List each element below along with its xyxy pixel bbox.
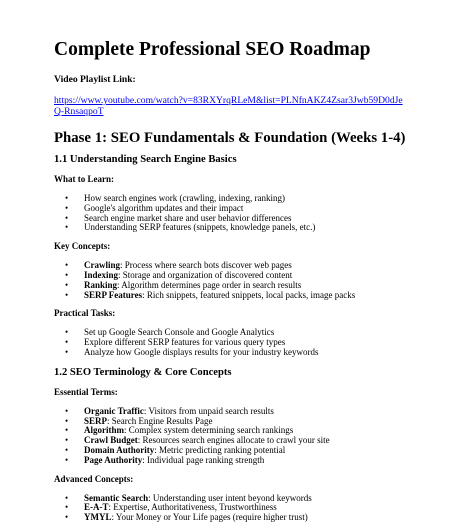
section-1-2-heading: 1.2 SEO Terminology & Core Concepts	[54, 366, 232, 378]
what-to-learn-list	[54, 194, 423, 233]
term-description: : Search Engine Results Page	[107, 415, 213, 426]
what-to-learn-label: What to Learn:	[54, 174, 114, 184]
term-description: : Your Money or Your Life pages (require higher trust)	[111, 512, 308, 523]
term-description: : Resources search engines allocate to crawl your site	[137, 435, 330, 446]
term-description: : Algorithm determines page order in search results	[117, 279, 302, 290]
advanced-concepts-label: Advanced Concepts:	[54, 473, 134, 484]
key-concepts-list	[54, 261, 423, 300]
term-description: : Storage and organization of discovered content	[118, 269, 293, 280]
term: SERP Features	[84, 289, 143, 300]
practical-tasks-label: Practical Tasks:	[54, 308, 116, 319]
term: Organic Traffic	[84, 405, 144, 416]
term: Domain Authority	[84, 444, 155, 455]
document-title: Complete Professional SEO Roadmap	[54, 39, 371, 60]
key-concepts-label: Key Concepts:	[54, 241, 111, 252]
list-item: • Analyze how Google displays results for your industry keywords	[54, 348, 423, 358]
term: Ranking	[84, 279, 118, 290]
term-description: : Expertise, Authoritativeness, Trustworthiness	[108, 502, 277, 513]
term-description: : Understanding user intent beyond keywords	[148, 492, 312, 503]
playlist-link[interactable]: https://www.youtube.com/watch?v=83RXYrqRLeM&list=PLNfnAKZ4Zsar3Jwb59D0dJeQ-RnsaqpoT	[54, 95, 403, 117]
list-item: • Set up Google Search Console and Google Analytics	[54, 328, 423, 338]
term-description: : Process where search bots discover web pages	[120, 260, 292, 271]
list-item: • Google's algorithm updates and their impact	[54, 204, 423, 214]
essential-terms-label: Essential Terms:	[54, 386, 118, 397]
term-description: : Rich snippets, featured snippets, local packs, image packs	[142, 289, 356, 300]
essential-terms-list	[54, 407, 423, 466]
term: SERP	[84, 415, 108, 426]
term: Indexing	[84, 269, 119, 280]
term-description: : Complex system determining search rankings	[124, 425, 294, 436]
practical-tasks-list	[54, 328, 423, 357]
term: Crawl Budget	[84, 435, 138, 446]
list-item: • Explore different SERP features for various query types	[54, 338, 423, 348]
phase-1-heading: Phase 1: SEO Fundamentals & Foundation (Weeks 1-4)	[54, 130, 406, 146]
section-1-1-heading: 1.1 Understanding Search Engine Basics	[54, 154, 237, 165]
term: YMYL	[84, 512, 112, 523]
list-item: • How search engines work (crawling, indexing, ranking)	[54, 194, 423, 204]
advanced-concepts-list	[54, 494, 423, 523]
term: Page Authority	[84, 454, 143, 465]
term: E-A-T	[84, 502, 109, 513]
term-description: : Individual page ranking strength	[142, 454, 265, 465]
list-item	[54, 291, 423, 301]
term: Crawling	[84, 260, 120, 271]
playlist-label: Video Playlist Link:	[54, 74, 136, 85]
list-item	[54, 513, 423, 523]
term-description: : Visitors from unpaid search results	[143, 405, 274, 416]
term: Semantic Search	[84, 492, 149, 503]
term-description: : Metric predicting ranking potential	[154, 444, 286, 455]
list-item: • Search engine market share and user behavior differences	[54, 214, 423, 224]
list-item	[54, 456, 423, 466]
term: Algorithm	[84, 425, 124, 436]
list-item: • Understanding SERP features (snippets, knowledge panels, etc.)	[54, 223, 423, 233]
